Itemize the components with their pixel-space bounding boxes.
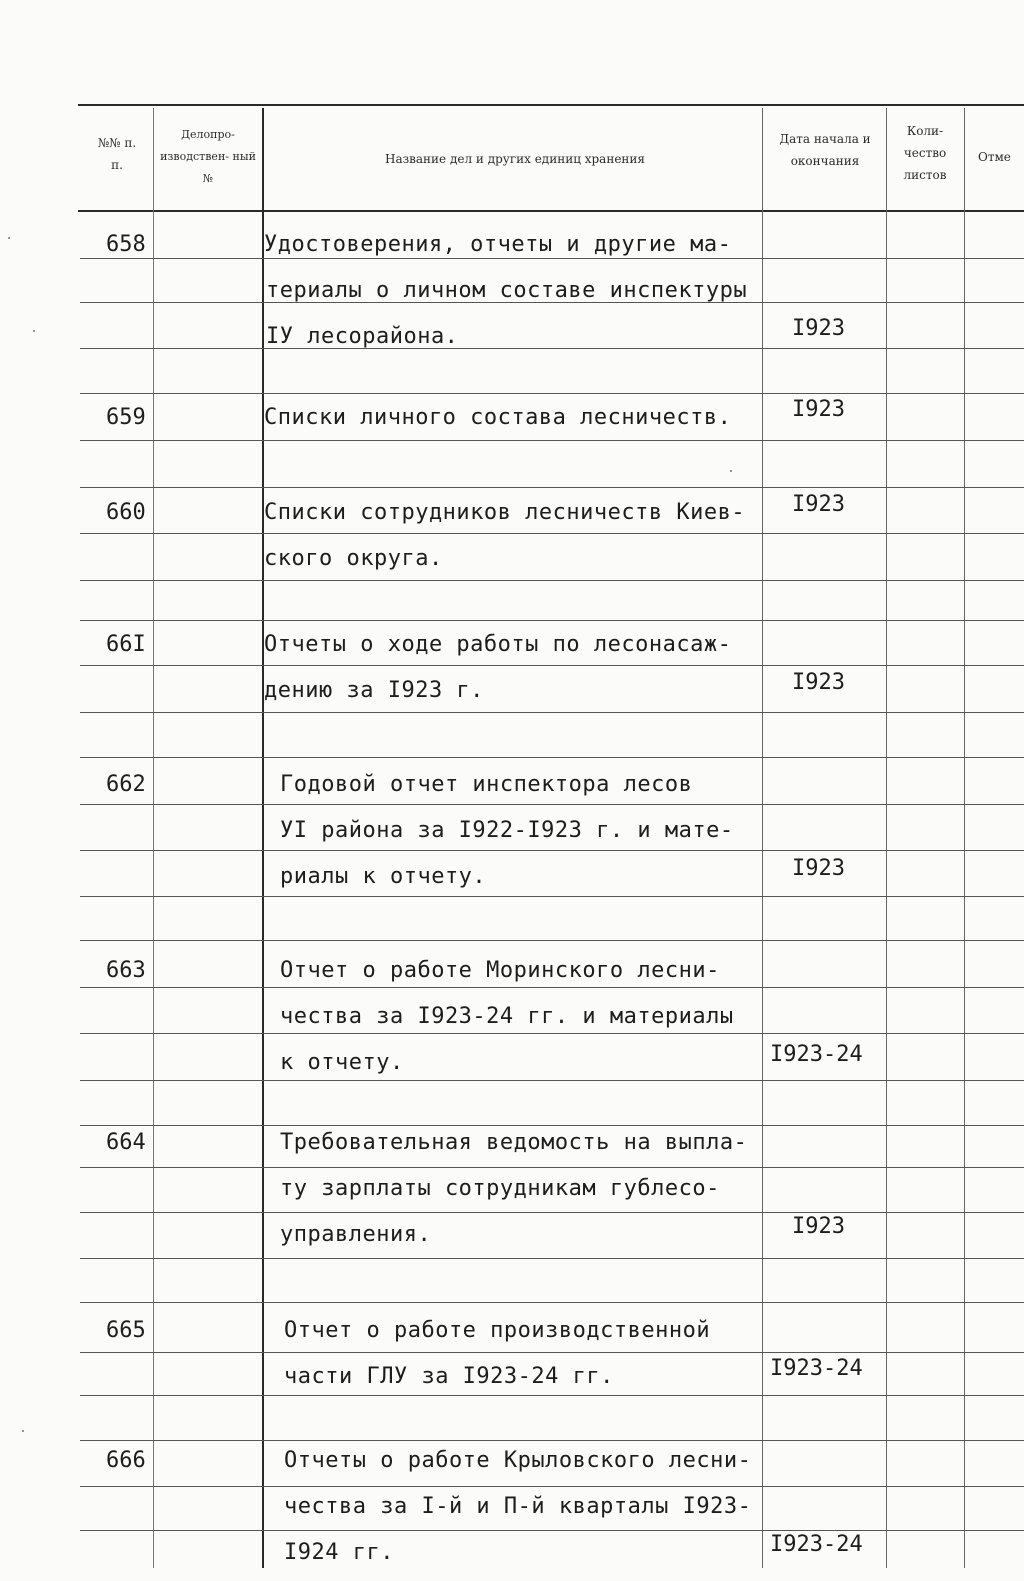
entry-number: 662: [106, 772, 146, 797]
entry-number: 66I: [106, 632, 146, 657]
entry-title-line: управления.: [280, 1222, 432, 1247]
form-rule-line: [80, 1258, 1024, 1259]
entry-date: I923: [792, 492, 845, 517]
entry-date: I923: [792, 316, 845, 341]
form-rule-line: [80, 620, 1024, 621]
entry-number: 663: [106, 958, 146, 983]
header-col-dates: Дата начала и окончания: [779, 132, 871, 168]
form-rule-line: [80, 1080, 1024, 1081]
entry-title-line: Отчет о работе производственной: [284, 1318, 711, 1343]
entry-title-line: Удостоверения, отчеты и другие ма-: [264, 232, 732, 257]
form-rule-line: [80, 1033, 1024, 1034]
entry-title-line: Годовой отчет инспектора лесов: [280, 772, 693, 797]
col-line-3: [762, 108, 763, 1568]
form-rule-line: [80, 258, 1024, 259]
header-top-rule: [78, 104, 1024, 106]
form-rule-line: [80, 712, 1024, 713]
form-rule-line: [80, 1167, 1024, 1168]
form-rule-line: [80, 1440, 1024, 1441]
form-rule-line: [80, 393, 1024, 394]
form-rule-line: [80, 940, 1024, 941]
form-rule-line: [80, 1125, 1024, 1126]
entry-date: I923: [792, 856, 845, 881]
entry-date: I923-24: [770, 1356, 863, 1381]
header-col-notes: Отме: [978, 150, 1011, 164]
col-line-4: [886, 108, 887, 1568]
form-rule-line: [80, 580, 1024, 581]
entry-number: 660: [106, 500, 146, 525]
form-rule-line: [80, 850, 1024, 851]
entry-number: 665: [106, 1318, 146, 1343]
entry-title-line: ту зарплаты сотрудникам гублесо-: [280, 1176, 720, 1201]
entry-number: 666: [106, 1448, 146, 1473]
entry-title-line: Списки личного состава лесничеств.: [264, 405, 732, 430]
header-bottom-rule: [78, 210, 1024, 212]
entry-title-line: части ГЛУ за I923-24 гг.: [284, 1364, 614, 1389]
form-rule-line: [80, 1530, 1024, 1531]
entry-date: I923-24: [770, 1532, 863, 1557]
col-line-5: [964, 108, 965, 1568]
header-col-title: Название дел и других единиц хранения: [384, 152, 645, 166]
paper-speck: [33, 330, 35, 332]
col-line-2: [262, 108, 264, 1568]
col-line-1: [153, 108, 154, 1568]
entry-title-line: чества за I-й и П-й кварталы I923-: [284, 1494, 752, 1519]
entry-date: I923-24: [770, 1042, 863, 1067]
form-rule-line: [80, 987, 1024, 988]
entry-number: 664: [106, 1130, 146, 1155]
entry-date: I923: [792, 670, 845, 695]
form-rule-line: [80, 533, 1024, 534]
entry-title-line: териалы о личном составе инспектуры: [266, 278, 748, 303]
form-rule-line: [80, 804, 1024, 805]
entry-number: 658: [106, 232, 146, 257]
form-rule-line: [80, 1352, 1024, 1353]
entry-title-line: дению за I923 г.: [264, 678, 484, 703]
form-rule-line: [80, 348, 1024, 349]
entry-title-line: чества за I923-24 гг. и материалы: [280, 1004, 734, 1029]
entry-date: I923: [792, 1214, 845, 1239]
form-rule-line: [80, 1302, 1024, 1303]
entry-date: I923: [792, 397, 845, 422]
paper-speck: [22, 1430, 24, 1432]
form-rule-line: [80, 440, 1024, 441]
header-col-count: Коли- чество листов: [903, 124, 947, 182]
header-col-office: Делопро- изводствен- ный №: [160, 128, 256, 185]
entry-title-line: Списки сотрудников лесничеств Киев-: [264, 500, 746, 525]
form-rule-line: [80, 757, 1024, 758]
entry-title-line: Отчет о работе Моринского лесни-: [280, 958, 720, 983]
entry-title-line: к отчету.: [280, 1050, 404, 1075]
entry-title-line: IУ лесорайона.: [266, 324, 459, 349]
header-col-num: №№ п. п.: [97, 136, 137, 172]
form-rule-line: [80, 665, 1024, 666]
paper-speck: [730, 470, 732, 472]
entry-title-line: Отчеты о работе Крыловского лесни-: [284, 1448, 752, 1473]
entry-title-line: ского округа.: [264, 546, 443, 571]
form-rule-line: [80, 896, 1024, 897]
entry-title-line: риалы к отчету.: [280, 864, 487, 889]
entry-title-line: Требовательная ведомость на выпла-: [280, 1130, 748, 1155]
form-rule-line: [80, 1212, 1024, 1213]
entry-title-line: УI района за I922-I923 г. и мате-: [280, 818, 734, 843]
entry-number: 659: [106, 405, 146, 430]
form-rule-line: [80, 1395, 1024, 1396]
entry-title-line: Отчеты о ходе работы по лесонасаж-: [264, 632, 732, 657]
form-rule-line: [80, 1486, 1024, 1487]
form-rule-line: [80, 487, 1024, 488]
entry-title-line: I924 гг.: [284, 1540, 394, 1565]
paper-speck: [8, 237, 10, 239]
